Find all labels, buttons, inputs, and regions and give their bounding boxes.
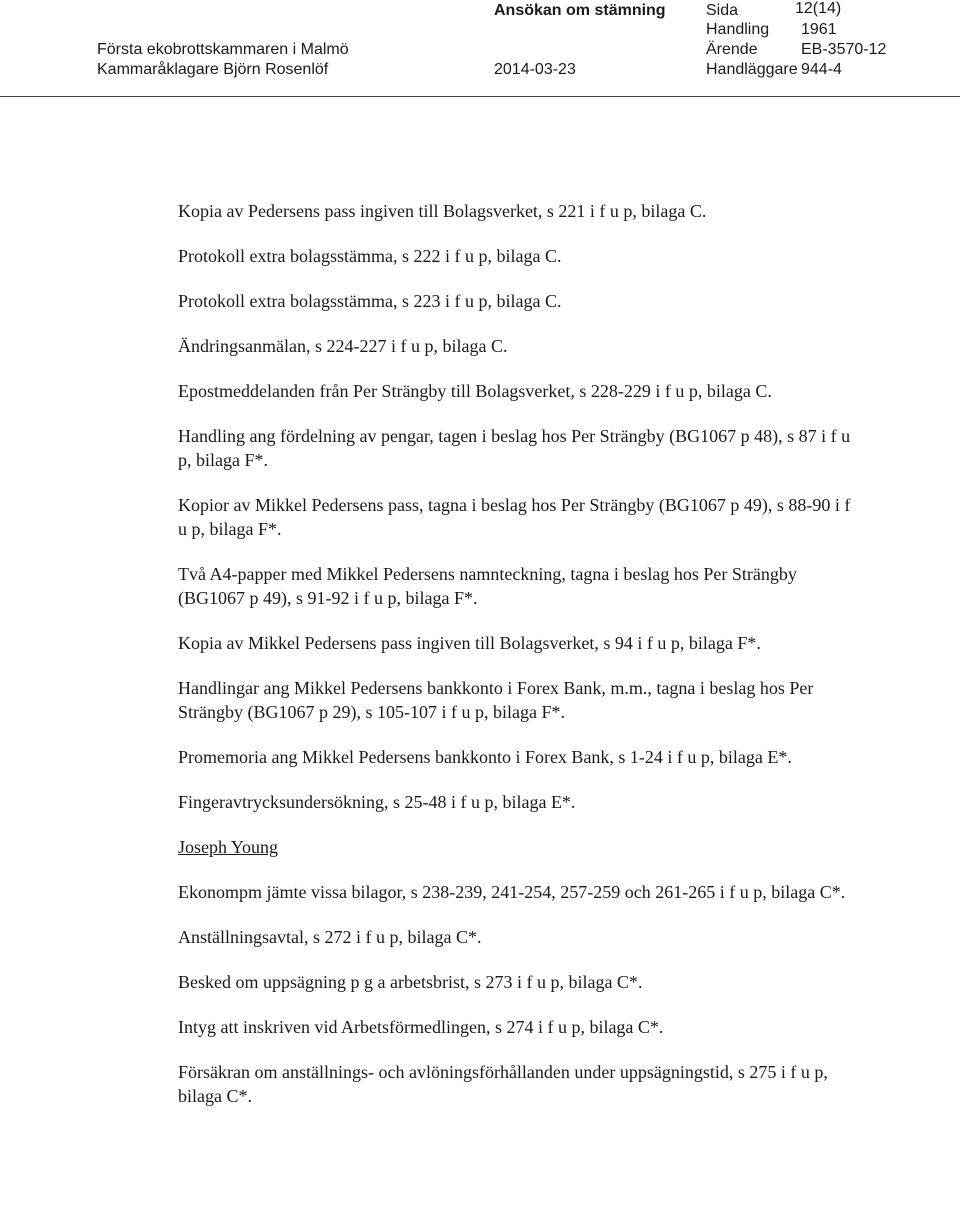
handling-label: Handling [706,21,770,38]
list-item: Intyg att inskriven vid Arbetsförmedlingen, s 274 i f u p, bilaga C*. [178,1017,664,1037]
page-number: 12(14) [795,0,842,17]
list-item: Promemoria ang Mikkel Pedersens bankkonto i Forex Bank, s 1-24 i f u p, bilaga E*. [178,747,792,767]
page-label: Sida [706,2,739,19]
list-item: Anställningsavtal, s 272 i f u p, bilaga C*. [178,927,482,947]
list-item: Protokoll extra bolagsstämma, s 222 i f u p, bilaga C. [178,246,562,266]
office-name: Första ekobrottskammaren i Malmö [97,41,349,58]
list-item: Kopia av Mikkel Pedersens pass ingiven till Bolagsverket, s 94 i f u p, bilaga F*. [178,633,761,653]
list-item: Epostmeddelanden från Per Strängby till Bolagsverket, s 228-229 i f u p, bilaga C. [178,381,772,401]
document-title: Ansökan om stämning [494,2,666,19]
evidence-list [178,199,858,1129]
list-item: Besked om uppsägning p g a arbetsbrist, s 273 i f u p, bilaga C*. [178,972,643,992]
arende-number: EB-3570-12 [801,41,887,58]
list-item: Ändringsanmälan, s 224-227 i f u p, bilaga C. [178,336,508,356]
arende-label: Ärende [706,41,758,58]
prosecutor-name: Kammaråklagare Björn Rosenlöf [97,61,329,78]
list-item: Kopia av Pedersens pass ingiven till Bolagsverket, s 221 i f u p, bilaga C. [178,201,707,221]
list-item: Försäkran om anställnings- och avlöningsförhållanden under uppsägningstid, s 275 i f u p, bilaga C*. [178,1062,828,1106]
handlaggare-label: Handläggare [706,61,798,78]
list-item: Handlingar ang Mikkel Pedersens bankkonto i Forex Bank, m.m., tagna i beslag hos Per Strängby (BG1067 p 29), s 105-107 i f u p, bilaga F*. [178,678,814,722]
list-item: Kopior av Mikkel Pedersens pass, tagna i beslag hos Per Strängby (BG1067 p 49), s 88-90 i f u p, bilaga F*. [178,495,851,539]
list-item: Ekonompm jämte vissa bilagor, s 238-239, 241-254, 257-259 och 261-265 i f u p, bilaga C*. [178,882,846,902]
list-item: Två A4-papper med Mikkel Pedersens namnteckning, tagna i beslag hos Per Strängby (BG1067 p 49), s 91-92 i f u p, bilaga F*. [178,564,797,608]
handling-number: 1961 [801,21,837,38]
handlaggare-number: 944-4 [801,61,842,78]
header-divider [0,96,960,97]
list-item: Protokoll extra bolagsstämma, s 223 i f u p, bilaga C. [178,291,562,311]
section-heading-person: Joseph Young [178,837,279,857]
document-date: 2014-03-23 [494,61,576,78]
list-item: Fingeravtrycksundersökning, s 25-48 i f u p, bilaga E*. [178,792,576,812]
list-item: Handling ang fördelning av pengar, tagen i beslag hos Per Strängby (BG1067 p 48), s 87 i f u p, bilaga F*. [178,426,851,470]
